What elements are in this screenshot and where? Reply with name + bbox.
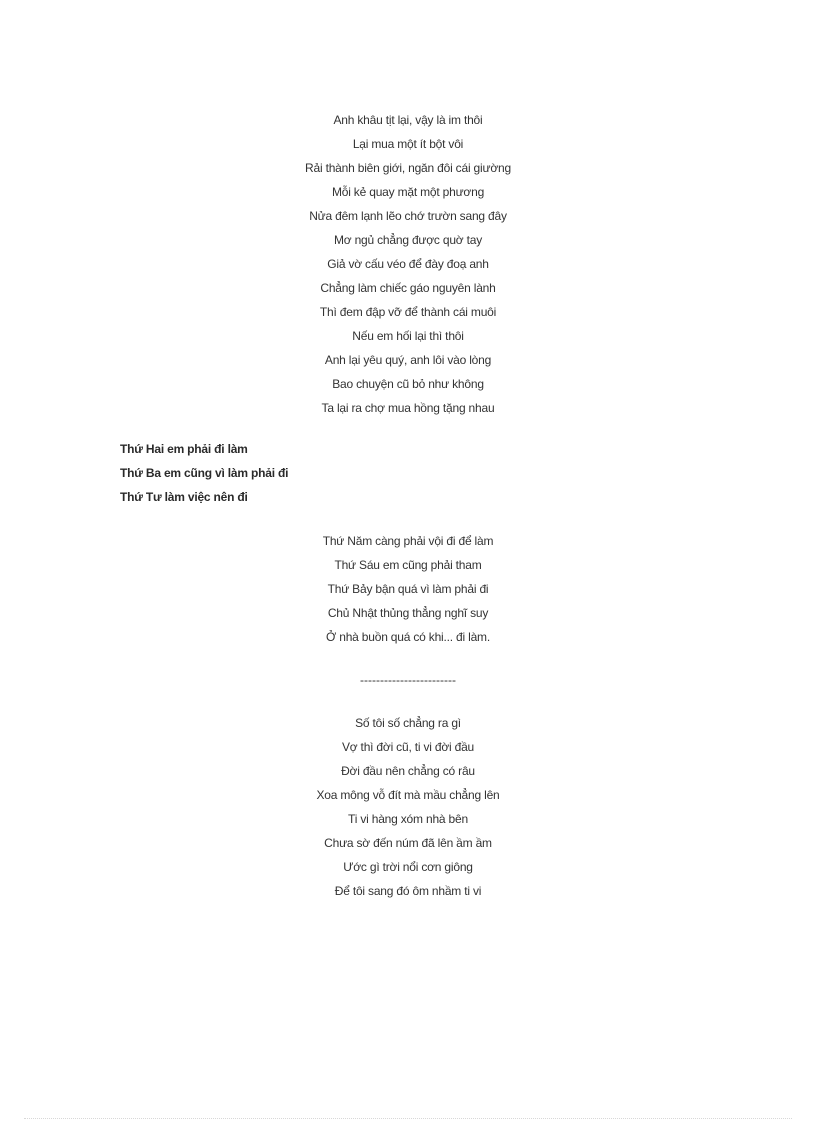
poem-line: Xoa mông vỗ đít mà mầu chẳng lên — [316, 788, 500, 802]
poem-line: Thứ Năm càng phải vội đi để làm — [322, 534, 494, 548]
poem-line-bold: Thứ Ba em cũng vì làm phải đi — [120, 466, 289, 480]
poem-line: Ti vi hàng xóm nhà bên — [348, 812, 468, 826]
poem-line-bold: Thứ Tư làm việc nên đi — [120, 490, 248, 504]
poem-line: Lại mua một ít bột vôi — [352, 137, 464, 151]
poem-line: Mơ ngủ chẳng được quờ tay — [333, 233, 483, 247]
poem-line: Anh khâu tịt lại, vậy là im thôi — [333, 113, 483, 127]
poem-line: Để tôi sang đó ôm nhầm ti vi — [334, 884, 482, 898]
page-bottom-dotted-rule — [24, 1118, 792, 1119]
section-divider: ------------------------ — [360, 673, 456, 687]
poem-line: Ở nhà buồn quá có khi... đi làm. — [326, 630, 490, 644]
poem-line: Nếu em hối lại thì thôi — [352, 329, 464, 343]
poem-line: Mỗi kẻ quay mặt một phương — [331, 185, 485, 199]
poem-line: Bao chuyện cũ bỏ như không — [332, 377, 484, 391]
poem-stanza-1 — [0, 108, 816, 420]
poem-line: Nửa đêm lạnh lẽo chớ trườn sang đây — [309, 209, 507, 223]
poem-line: Chủ Nhật thủng thẳng nghĩ suy — [327, 606, 489, 620]
poem-line: Vợ thì đời cũ, ti vi đời đầu — [341, 740, 475, 754]
poem-stanza-4 — [0, 711, 816, 903]
poem-line: Chẳng làm chiếc gáo nguyên lành — [320, 281, 496, 295]
poem-line: Ta lại ra chợ mua hồng tặng nhau — [321, 401, 495, 415]
poem-line: Thứ Bảy bận quá vì làm phải đi — [327, 582, 489, 596]
poem-stanza-3 — [0, 529, 816, 649]
poem-line: Thứ Sáu em cũng phải tham — [334, 558, 482, 572]
poem-line: Giả vờ cấu véo để đày đoạ anh — [327, 257, 489, 271]
poem-line: Chưa sờ đến núm đã lên ầm ầm — [324, 836, 492, 850]
poem-line-bold: Thứ Hai em phải đi làm — [120, 442, 248, 456]
poem-stanza-2 — [120, 437, 620, 509]
poem-line: Đời đầu nên chẳng có râu — [341, 764, 475, 778]
poem-line: Rải thành biên giới, ngăn đôi cái giường — [305, 161, 511, 175]
poem-line: Ước gì trời nổi cơn giông — [343, 860, 473, 874]
poem-line: Số tôi số chẳng ra gì — [355, 716, 461, 730]
poem-line: Anh lại yêu quý, anh lôi vào lòng — [324, 353, 492, 367]
poem-line: Thì đem đập vỡ để thành cái muôi — [319, 305, 497, 319]
